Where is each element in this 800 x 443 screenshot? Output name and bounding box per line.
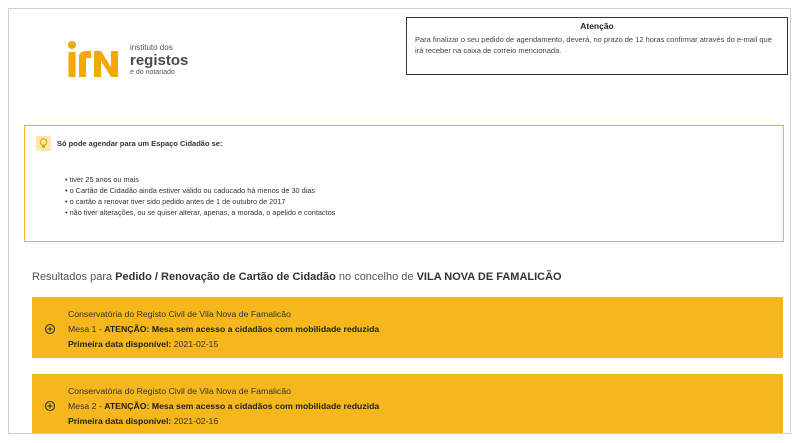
office-name: Conservatória do Registo Civil de Vila Nova de Famalicão (68, 386, 291, 396)
results-prefix: Resultados para (32, 271, 116, 283)
results-middle: no concelho de (335, 271, 417, 283)
date-value: 2021-02-15 (173, 339, 219, 349)
eligibility-info-box (24, 125, 784, 242)
logo-line3: e do notariado (130, 69, 175, 76)
info-title: Só pode agendar para um Espaço Cidadão se: (57, 139, 223, 148)
office-name: Conservatória do Registo Civil de Vila Nova de Famalicão (68, 309, 291, 319)
date-label: Primeira data disponível: (68, 339, 172, 349)
mesa-separator: - (96, 401, 105, 411)
mesa-label: Mesa 2 (68, 401, 97, 411)
date-value: 2021-02-16 (173, 416, 219, 426)
list-item: • tiver 25 anos ou mais (65, 174, 335, 185)
irn-logo[interactable] (67, 39, 188, 81)
list-item: • não tiver alterações, ou se quiser alterar, apenas, a morada, o apelido e contactos (65, 207, 335, 218)
logo-line1: instituto dos (130, 43, 173, 52)
results-heading (32, 271, 562, 283)
eligibility-list (65, 174, 335, 218)
logo-line2: registos (130, 52, 189, 69)
attention-title: Atenção (580, 21, 614, 31)
expand-circle-icon[interactable] (44, 323, 56, 335)
mesa-separator: - (96, 324, 105, 334)
mesa-row (68, 401, 379, 411)
expand-circle-icon[interactable] (44, 400, 56, 412)
lightbulb-icon (36, 136, 51, 151)
mesa-row (68, 324, 379, 334)
date-row (68, 339, 218, 349)
date-label: Primeira data disponível: (68, 416, 172, 426)
list-item: • o cartão a renovar tiver sido pedido antes de 1 de outubro de 2017 (65, 196, 335, 207)
results-municipality: VILA NOVA DE FAMALICÃO (416, 271, 562, 283)
logo-wordmark (130, 44, 188, 76)
page-frame (8, 8, 791, 434)
attention-box (406, 17, 788, 75)
result-card[interactable] (32, 374, 783, 434)
mesa-warning: ATENÇÃO: Mesa sem acesso a cidadãos com mobilidade reduzida (104, 401, 380, 411)
mesa-label: Mesa 1 (68, 324, 97, 334)
attention-text: Para finalizar o seu pedido de agendamento, deverá, no prazo de 12 horas confirmar através do e-mail que irá receber na caixa de correio mencionada. (415, 35, 772, 55)
result-card[interactable] (32, 297, 783, 358)
results-service: Pedido / Renovação de Cartão de Cidadão (115, 271, 336, 283)
date-row (68, 416, 218, 426)
list-item: • o Cartão de Cidadão ainda estiver válido ou caducado há menos de 30 dias (65, 185, 335, 196)
irn-logo-mark (67, 39, 125, 81)
mesa-warning: ATENÇÃO: Mesa sem acesso a cidadãos com mobilidade reduzida (104, 324, 380, 334)
